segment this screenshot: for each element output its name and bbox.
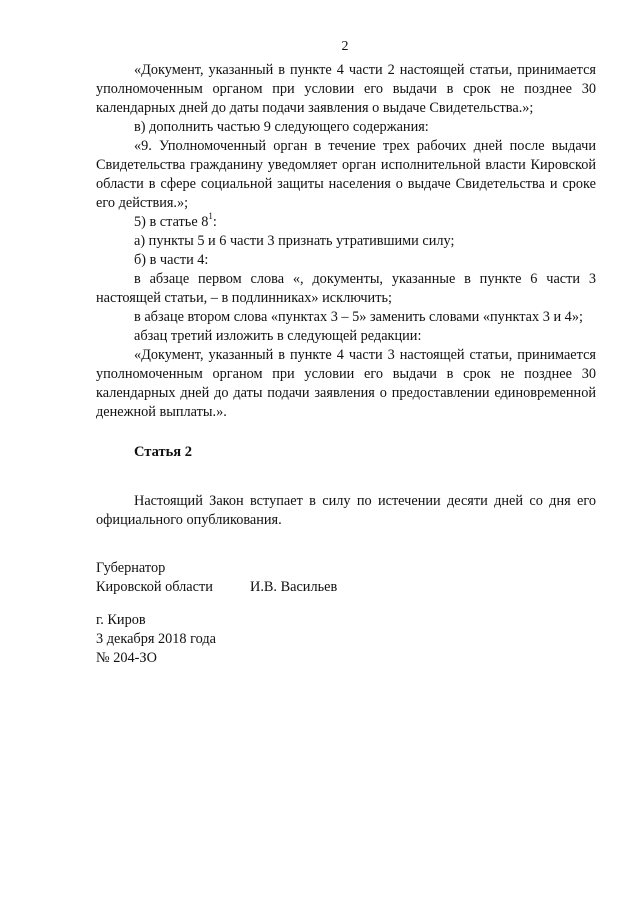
article-heading: Статья 2 [134,444,192,460]
footer-city: г. Киров [96,612,146,628]
amendment-item-b: б) в части 4: [134,252,209,268]
amendment-second-paragraph: в абзаце втором слова «пунктах 3 – 5» заменить словами «пунктах 3 и 4»; [134,309,583,325]
amendment-third-paragraph: абзац третий изложить в следующей редакции: [134,328,422,344]
signature-title-line1: Губернатор [96,560,166,576]
amendment-item-5-text: 5) в статье 8 [134,214,209,230]
document-footer [96,611,216,668]
footer-date: 3 декабря 2018 года [96,631,217,647]
amendment-item-a: а) пункты 5 и 6 части 3 признать утратившими силу; [134,233,455,249]
quoted-paragraph-part3: «Документ, указанный в пункте 4 части 3 настоящей статьи, принимается уполномоченным органом при условии его выдачи в срок не позднее 30 календарных дней до даты подачи заявления о предоставлении единовременной денежной выплаты.». [96,347,596,420]
amendments-body [96,61,596,422]
page-number: 2 [341,39,349,54]
amendment-item-5-colon: : [212,214,217,230]
quoted-paragraph-part2: «Документ, указанный в пункте 4 части 2 настоящей статьи, принимается уполномоченным органом при условии его выдачи в срок не позднее 30 календарных дней до даты подачи заявления о выдаче Свидетельства.»; [96,62,596,116]
amendment-item-5-superscript: 1 [208,211,213,222]
article-text: Настоящий Закон вступает в силу по истечении десяти дней со дня его официального опубликования. [96,493,596,529]
amendment-item-v: в) дополнить частью 9 следующего содержания: [134,119,429,135]
quoted-paragraph-part9: «9. Уполномоченный орган в течение трех рабочих дней после выдачи Свидетельства гражданину уведомляет орган исполнительной власти Кировской области в сфере социальной защиты населения о выдаче Свидетельства и сроке его действия.»; [96,138,596,211]
amendment-item-5 [96,213,596,232]
signature-name: И.В. Васильев [250,579,338,595]
footer-number: № 204-ЗО [96,650,157,666]
signature-title-line2: Кировской области [96,579,213,595]
amendment-first-paragraph: в абзаце первом слова «, документы, указанные в пункте 6 части 3 настоящей статьи, – в подлинниках» исключить; [96,271,596,306]
signature-title [96,559,213,597]
